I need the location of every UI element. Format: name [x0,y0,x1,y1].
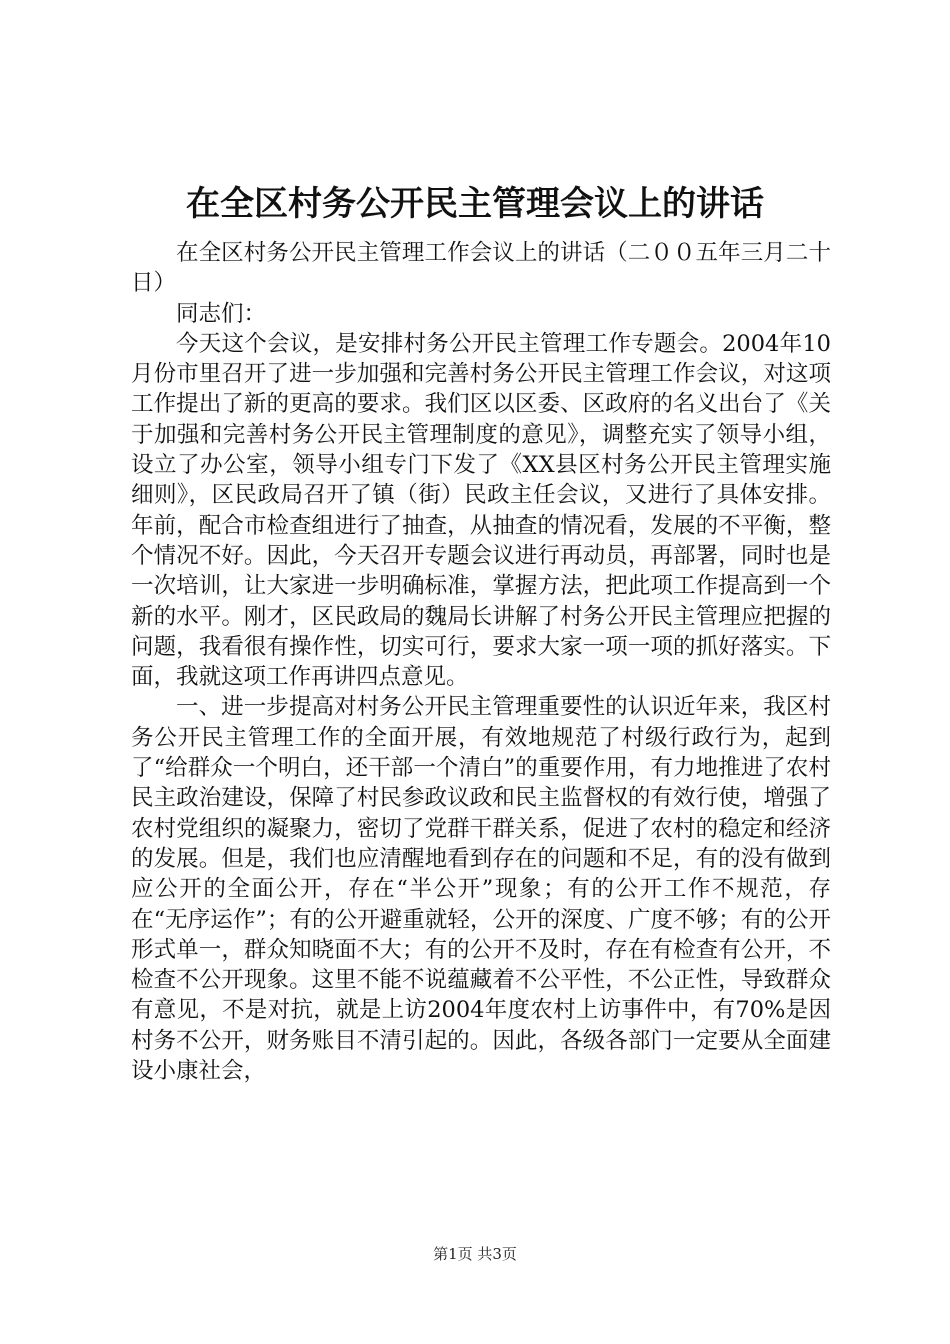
body-paragraph: 今天这个会议，是安排村务公开民主管理工作专题会。2004年10月份市里召开了进一步加强和完善村务公开民主管理工作会议，对这项工作提出了新的更高的要求。我们区以区委、区政府的名义出台了《关于加强和完善村务公开民主管理制度的意见》，调整充实了领导小组，设立了办公室，领导小组专门下发了《XX县区村务公开民主管理实施细则》，区民政局召开了镇（街）民政主任会议，又进行了具体安排。年前，配合市检查组进行了抽查，从抽查的情况看，发展的不平衡，整个情况不好。因此，今天召开专题会议进行再动员，再部署，同时也是一次培训，让大家进一步明确标准，掌握方法，把此项工作提高到一个新的水平。刚才，区民政局的魏局长讲解了村务公开民主管理应把握的问题，我看很有操作性，切实可行，要求大家一项一项的抓好落实。下面，我就这项工作再讲四点意见。 [131,330,831,691]
body-paragraph: 一、进一步提高对村务公开民主管理重要性的认识近年来，我区村务公开民主管理工作的全面开展，有效地规范了村级行政行为，起到了“给群众一个明白，还干部一个清白”的重要作用，有力地推进了农村民主政治建设，保障了村民参政议政和民主监督权的有效行使，增强了农村党组织的凝聚力，密切了党群干群关系，促进了农村的稳定和经济的发展。但是，我们也应清醒地看到存在的问题和不足，有的没有做到应公开的全面公开，存在“半公开”现象；有的公开工作不规范，存在“无序运作”；有的公开避重就轻，公开的深度、广度不够；有的公开形式单一，群众知晓面不大；有的公开不及时，存在有检查有公开，不检查不公开现象。这里不能不说蕴藏着不公平性，不公正性，导致群众有意见，不是对抗，就是上访2004年度农村上访事件中，有70%是因村务不公开，财务账目不清引起的。因此，各级各部门一定要从全面建设小康社会， [131,694,831,1085]
page-number-footer: 第1页 共3页 [433,1245,517,1263]
salutation-paragraph: 同志们： [176,300,267,327]
document-body [131,238,831,1086]
document-title: 在全区村务公开民主管理会议上的讲话 [186,184,764,224]
subtitle-paragraph: 在全区村务公开民主管理工作会议上的讲话（二００五年三月二十日） [131,240,831,297]
